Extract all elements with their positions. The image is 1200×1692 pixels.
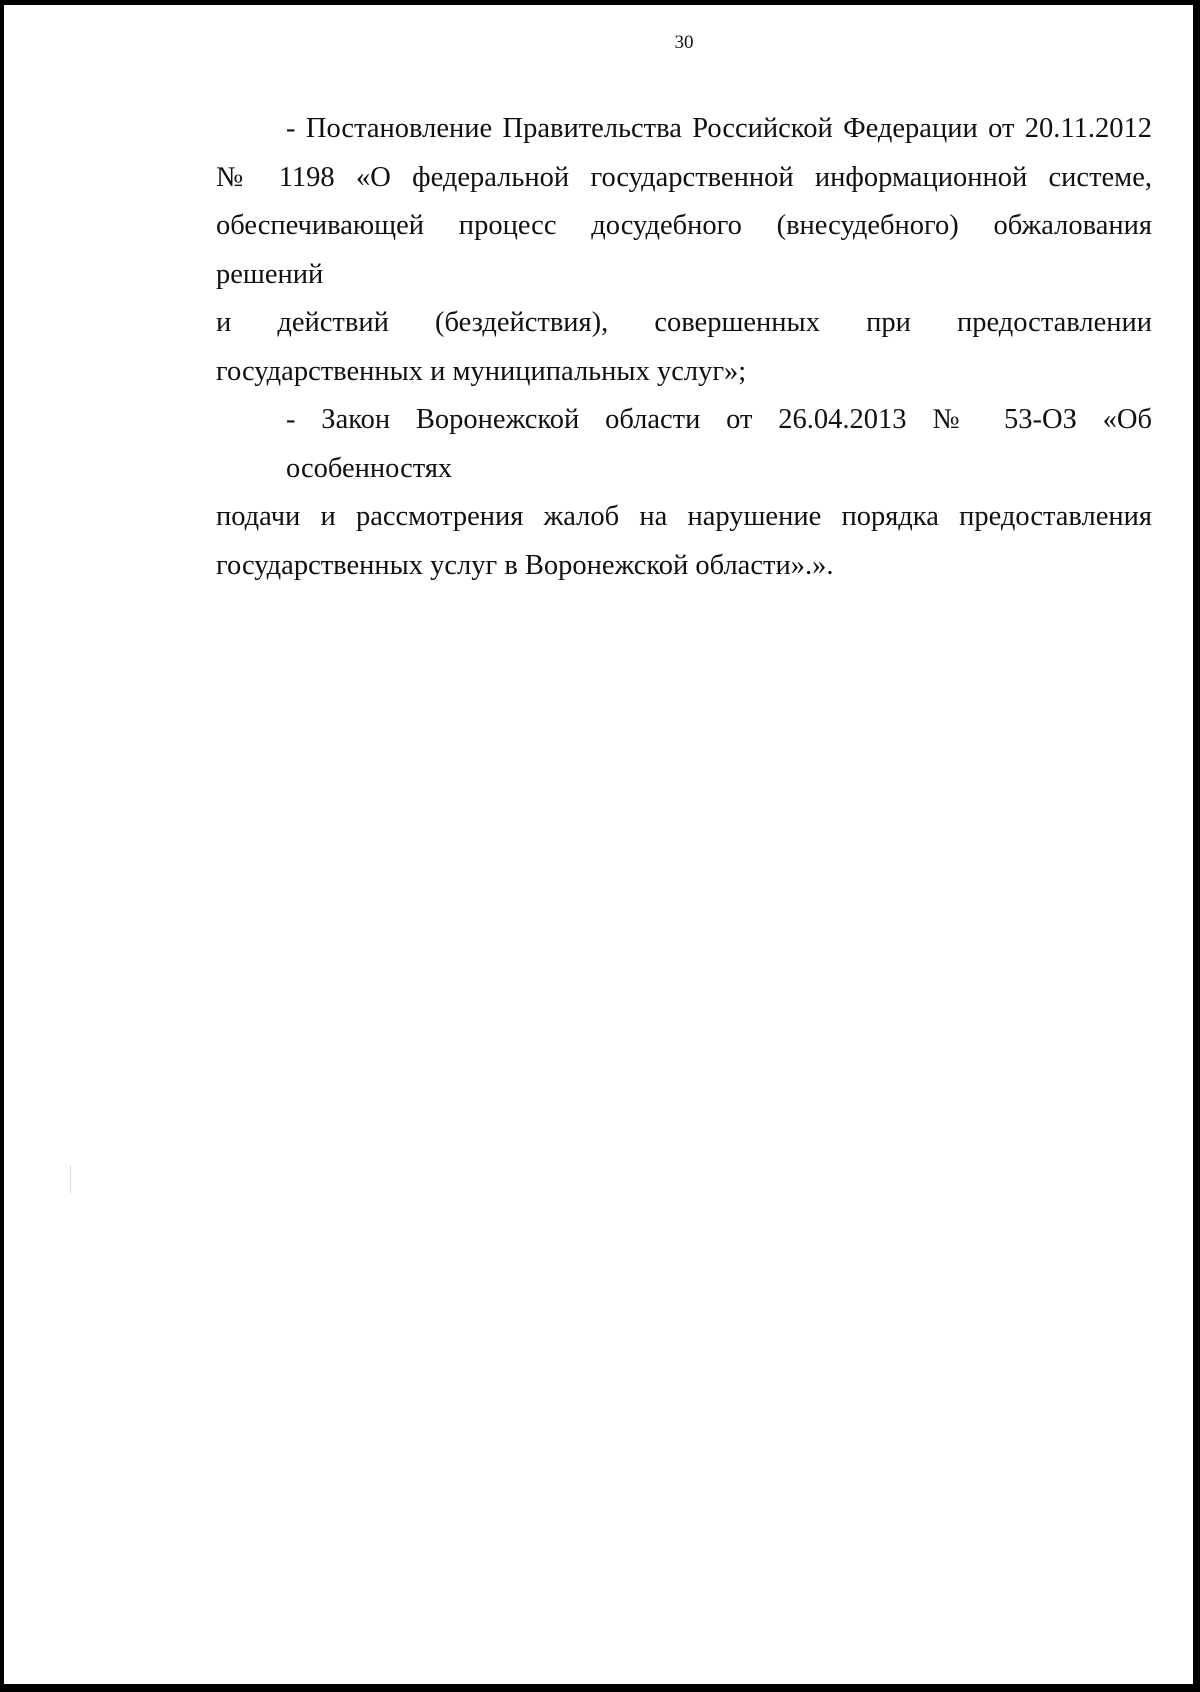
text-line: - Закон Воронежской области от 26.04.2013 № 53-ОЗ «Об особенностях: [286, 404, 1152, 484]
scan-artifact: [70, 1165, 71, 1193]
text-line: государственных и муниципальных услуг»;: [216, 355, 747, 387]
text-line: - Постановление Правительства Российской Федерации от 20.11.2012: [286, 113, 1152, 144]
text-line: подачи и рассмотрения жалоб на нарушение порядка предоставления: [216, 501, 1152, 532]
paragraph-decree-1198: [216, 105, 1152, 396]
text-line: государственных услуг в Воронежской области».».: [216, 549, 834, 581]
text-line: обеспечивающей процесс досудебного (внесудебного) обжалования решений: [216, 210, 1152, 290]
text-line: и действий (бездействия), совершенных при предоставлении: [216, 307, 1152, 338]
document-body: [216, 105, 1152, 590]
document-page: [4, 5, 1193, 1684]
paragraph-law-53-oz: [216, 396, 1152, 590]
page-number: 30: [674, 32, 694, 53]
text-line: № 1198 «О федеральной государственной информационной системе,: [216, 161, 1152, 193]
